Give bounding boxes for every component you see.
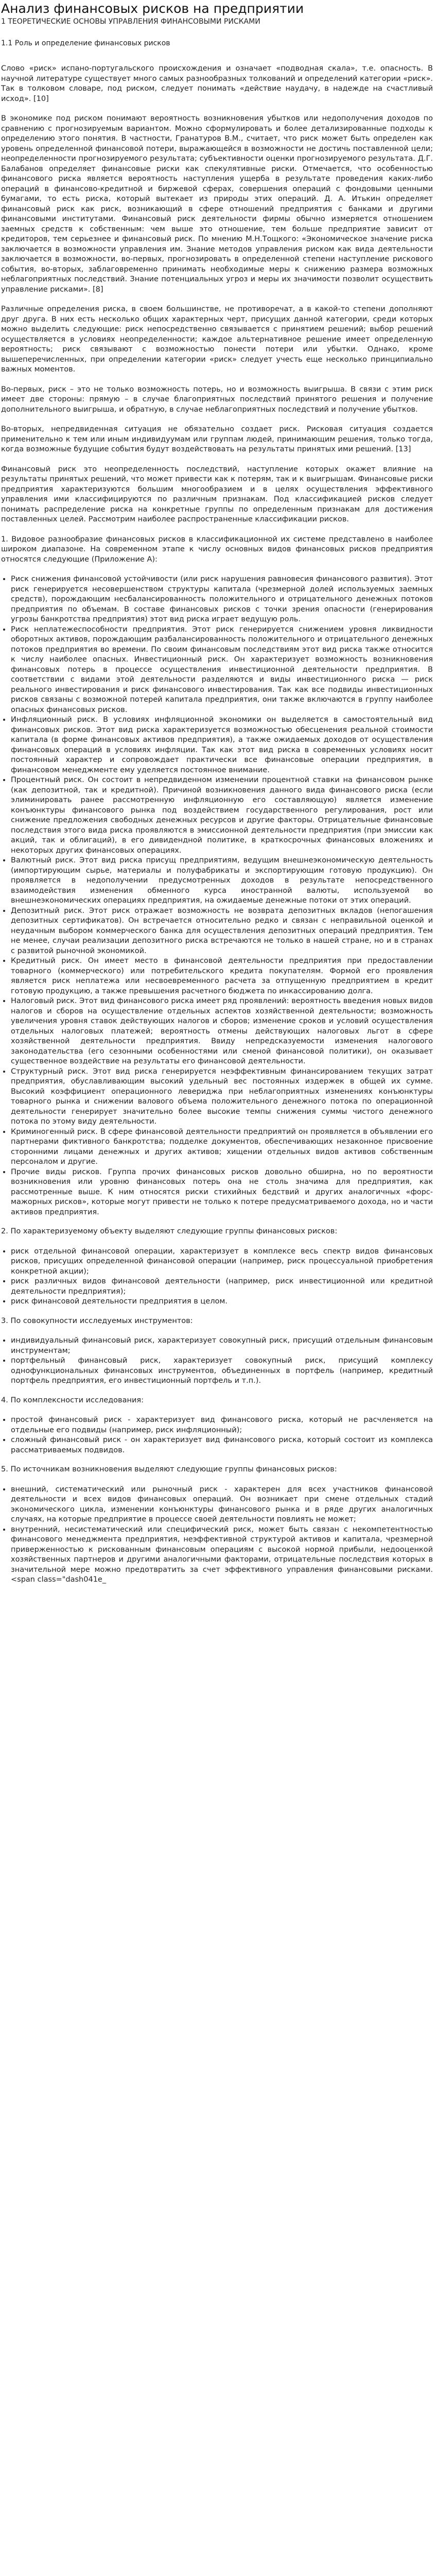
list-item: • Структурный риск. Этот вид риска генерируется неэффективным финансированием текущих затрат предприятия, обуславливающим высокий удельный вес постоянных издержек в общей их сумме. Высокий коэффициент операционного левериджа при неблагоприятных изменениях конъюнктуры товарного рынка и снижении валового объема положительного денежного потока по операционной деятельности генерирует значительно более высокие темпы снижения суммы чистого денежного потока по этому виду деятельности. <box>11 1067 433 1127</box>
list-item: • Депозитный риск. Этот риск отражает возможность не возврата депозитных вкладов (непогашения депозитных сертификатов). Он встречается относительно редко и связан с неправильной оценкой и неудачным выбором коммерческого банка для осуществления депозитных операций предприятия. Тем не менее, случаи реализации депозитного риска встречаются не только в нашей стране, но и в странах с развитой рыночной экономикой. <box>11 906 433 957</box>
list-item: • Риск неплатежеспособности предприятия. Этот риск генерируется снижением уровня ликвидности оборотных активов, порождающим разбалансированность положительного и отрицательного денежных потоков предприятия во времени. По своим финансовым последствиям этот вид риска также относится к числу наиболее опасных. Инвестиционный риск. Он характеризует возможность возникновения финансовых потерь в процессе осуществления инвестиционной деятельности предприятия. В соответствии с видами этой деятельности разделяются и виды инвестиционного риска — риск реального инвестирования и риск финансового инвестирования. Так как все подвиды инвестиционных рисков связаны с возможной потерей капитала предприятия, они также включаются в группу наиболее опасных финансовых рисков. <box>11 625 433 716</box>
list-item: • Валютный риск. Этот вид риска присущ предприятиям, ведущим внешнеэкономическую деятельность (импортирующим сырье, материалы и полуфабрикаты и экспортирующим готовую продукцию). Он проявляется в недополучении предусмотренных доходов в результате непосредственного взаимодействия изменения обменного курса иностранной валюты, используемой во внешнеэкономических операциях предприятия, на ожидаемые денежные потоки от этих операций. <box>11 856 433 906</box>
list-item: • индивидуальный финансовый риск, характеризует совокупный риск, присущий отдельным финансовым инструментам; <box>11 1336 433 1356</box>
list-item: • Налоговый риск. Этот вид финансового риска имеет ряд проявлений: вероятность введения новых видов налогов и сборов на осуществление отдельных аспектов хозяйственной деятельности; возможность увеличения уровня ставок действующих налогов и сборов; изменение сроков и условий осуществления отдельных налоговых платежей; вероятность отмены действующих налоговых льгот в сфере хозяйственной деятельности предприятия. Ввиду непредсказуемости изменения налогового законодательства (его сезонными особенностями или сменой финансовой политики), он оказывает существенное воздействие на результаты его финансовой деятельности. <box>11 996 433 1067</box>
paragraph-financial-risk-definition: Финансовый риск это неопределенность последствий, наступление которых окажет влияние на результаты принятых решений, что может привести как к потерям, так и к выигрышам. Финансовые риски предприятия характеризуются большим многообразием и в целях осуществления эффективного управления ими классифицируются по различным признакам. Под классификацией рисков следует понимать распределение риска на конкретные группы по определенным признакам для достижения поставленных целей. Рассмотрим наиболее распространенные классификации рисков. <box>1 465 433 523</box>
object-risk-list <box>1 1247 433 1307</box>
paragraph-risk-etymology: Слово «риск» испано-португальского происхождения и означает «подводная скала», т.е. опасность. В научной литературе существует много самых разнообразных толкований и определений категории «риск». Так в толковом словаре, под риском, следует понимать «действие наудачу, в надежде на счастливый исход». [10] <box>1 64 433 103</box>
page-title: Анализ финансовых рисков на предприятии <box>1 1 304 16</box>
list-item: • риск различных видов финансовой деятельности (например, риск инвестиционной или кредитной деятельности предприятия); <box>11 1277 433 1297</box>
paragraph-by-instruments: 3. По совокупности исследуемых инструментов: <box>1 1316 193 1325</box>
list-item: • сложный финансовый риск - он характеризует вид финансового риска, который состоит из комплекса рассматриваемых подвидов. <box>11 1435 433 1455</box>
complexity-risk-list <box>1 1415 433 1455</box>
paragraph-common-features: Различные определения риска, в своем большинстве, не противоречат, а в какой-то степени дополняют друг друга. В них есть несколько общих характерных черт, присущих данной категории, среди которых можно выделить следующие: риск непосредственно связывается с принятием решений; выбор решений осуществляется в условиях неопределенности; каждое альтернативное решение имеет определенную вероятность; риск связывают с возможностью понести потери или убытки. Однако, кроме вышеперечисленных, при определении категории «риск» следует учесть еще несколько принципиально важных моментов. <box>1 305 433 374</box>
list-item: • Криминогенный риск. В сфере финансовой деятельности предприятий он проявляется в объявлении его партнерами фиктивного банкротства; подделке документов, обеспечивающих незаконное присвоение сторонними лицами денежных и других активов; хищении отдельных видов активов собственным персоналом и другие. <box>11 1127 433 1167</box>
list-item: • риск отдельной финансовой операции, характеризует в комплексе весь спектр видов финансовых рисков, присущих определенной финансовой операции (например, риск процессуальной приобретения конкретной акции); <box>11 1247 433 1277</box>
list-item: • простой финансовый риск - характеризует вид финансового риска, который не расчленяется на отдельные его подвиды (например, риск инфляционный); <box>11 1415 433 1435</box>
section-heading: 1.1 Роль и определение финансовых рисков <box>1 39 170 47</box>
paragraph-by-complexity: 4. По комплексности исследования: <box>1 1396 144 1404</box>
risk-types-list <box>1 574 433 1217</box>
paragraph-classification-intro: 1. Видовое разнообразие финансовых рисков в классификационной их системе представлено в наиболее широком диапазоне. На современном этапе к числу основных видов финансовых рисков предприятия относятся следующие (Приложение А): <box>1 535 433 564</box>
list-item: • Риск снижения финансовой устойчивости (или риск нарушения равновесия финансового развития). Этот риск генерируется несовершенством структуры капитала (чрезмерной долей используемых заемных средств), порождающим несбалансированность положительного и отрицательного денежных потоков предприятия по объемам. В составе финансовых рисков с точки зрения опасности (генерирования угрозы банкротства предприятия) этот вид риска играет ведущую роль. <box>11 574 433 625</box>
list-item: • внешний, систематический или рыночный риск - характерен для всех участников финансовой деятельности и всех видов финансовых операций. Он возникает при смене отдельных стадий экономического цикла, изменении конъюнктуры финансового рынка и в ряде других аналогичных случаях, на которые предприятие в процессе своей деятельности повлиять не может; <box>11 1485 433 1525</box>
paragraph-by-sources: 5. По источникам возникновения выделяют следующие группы финансовых рисков: <box>1 1465 337 1473</box>
paragraph-second-point: Во-вторых, непредвиденная ситуация не обязательно создает риск. Рисковая ситуация создается применительно к тем или иным индивидуумам или группам людей, принимающим решения, только тогда, когда возможные будущие события будут воздействовать на результаты принятых ими решений. [13] <box>1 425 433 453</box>
list-item: • Процентный риск. Он состоит в непредвиденном изменении процентной ставки на финансовом рынке (как депозитной, так и кредитной). Причиной возникновения данного вида финансового риска (если элиминировать ранее рассмотренную инфляционную его составляющую) является изменение конъюнктуры финансового рынка под воздействием государственного регулирования, рост или снижение предложения свободных денежных ресурсов и другие факторы. Отрицательные финансовые последствия этого вида риска проявляются в эмиссионной деятельности предприятия (при эмиссии как акций, так и облигаций), в его дивидендной политике, в краткосрочных финансовых вложениях и некоторых других финансовых операциях. <box>11 775 433 856</box>
list-item: • портфельный финансовый риск, характеризует совокупный риск, присущий комплексу однофункциональных финансовых инструментов, объединенных в портфель (например, кредитный портфель предприятия, его инвестиционный портфель и т.п.). <box>11 1356 433 1386</box>
paragraph-first-point: Во-первых, риск – это не только возможность потерь, но и возможность выигрыша. В связи с этим риск имеет две стороны: прямую – в случае благоприятных последствий принятого решения и получение дополнительного выигрыша, и обратную, в случае неблагоприятных последствий и получение убытков. <box>1 385 433 414</box>
list-item: • Прочие виды рисков. Группа прочих финансовых рисков довольно обширна, но по вероятности возникновения или уровню финансовых потерь она не столь значима для предприятия, как рассмотренные выше. К ним относятся риски стихийных бедствий и других аналогичных «форс-мажорных рисков», которые могут привести не только к потере предусматриваемого дохода, но и части активов предприятия. <box>11 1167 433 1218</box>
paragraph-by-object: 2. По характеризуемому объекту выделяют следующие группы финансовых рисков: <box>1 1227 338 1235</box>
paragraph-risk-definitions: В экономике под риском понимают вероятность возникновения убытков или недополучения доходов по сравнению с прогнозируемым вариантом. Можно сформулировать и более детализированные подходы к определению этого понятия. В частности, Гранатуров В.М., считает, что риск может быть определен как уровень определенной финансовой потери, выражающейся в возможности не достичь поставленной цели; неопределенности прогнозируемого результата; субъективности оценки прогнозируемого результата. Д.Г. Балабанов определяет финансовые риски как спекулятивные риски. Отмечается, что особенностью финансового риска является вероятность наступления ущерба в результате проведения каких-либо операций в финансово-кредитной и биржевой сферах, совершения операций с фондовыми ценными бумагами, то есть риска, который вытекает из природы этих операций. Д. А. Итькин определяет финансовый риск как риск, возникающий в сфере отношений предприятия с банками и другими финансовыми институтами. Финансовый риск деятельности фирмы обычно измеряется отношением заемных средств к собственным: чем выше это отношение, тем больше предприятие зависит от кредиторов, тем серьезнее и финансовый риск. По мнению М.Н.Тощкого: «Экономическое значение риска заключается в возможности управления им. Знание методов управления риском как вида деятельности заключается в возможности, во-первых, прогнозировать в определенной степени наступление рискового события, во-вторых, заблаговременно принимать необходимые меры к снижению размера возможных неблагоприятных последствий. Знание потенциальных угроз и меры их значимости позволит осуществить управление рисками». [8] <box>1 114 433 294</box>
chapter-heading: 1 ТЕОРЕТИЧЕСКИЕ ОСНОВЫ УПРАВЛЕНИЯ ФИНАНСОВЫМИ РИСКАМИ <box>1 18 260 26</box>
list-item: • риск финансовой деятельности предприятия в целом. <box>11 1297 433 1307</box>
list-item: • Кредитный риск. Он имеет место в финансовой деятельности предприятия при предоставлении товарного (коммерческого) или потребительского кредита покупателям. Формой его проявления является риск неплатежа или несвоевременного расчета за отпущенную предприятием в кредит готовую продукцию, а также превышения расчетного бюджета по инкассированию долга. <box>11 956 433 996</box>
instrument-risk-list <box>1 1336 433 1386</box>
list-item: • внутренний, несистематический или специфический риск, может быть связан с некомпетентностью финансового менеджмента предприятия, неэффективной структурой активов и капитала, чрезмерной приверженностью к рискованным финансовым операциям с высокой нормой прибыли, недооценкой хозяйственных партнеров и другими аналогичными факторами, отрицательные последствия которых в значительной мере можно предотвратить за счет эффективного управления финансовыми рисками.<span class="dash041e_ <box>11 1525 433 1585</box>
list-item: • Инфляционный риск. В условиях инфляционной экономики он выделяется в самостоятельный вид финансовых рисков. Этот вид риска характеризуется возможностью обесценения реальной стоимости капитала (в форме финансовых активов предприятия), а также ожидаемых доходов от осуществления финансовых операций в условиях инфляции. Так как этот вид риска в современных условиях носит постоянный характер и сопровождает практически все финансовые операции предприятия, в финансовом менеджменте ему уделяется постоянное внимание. <box>11 715 433 775</box>
source-risk-list <box>1 1485 433 1585</box>
